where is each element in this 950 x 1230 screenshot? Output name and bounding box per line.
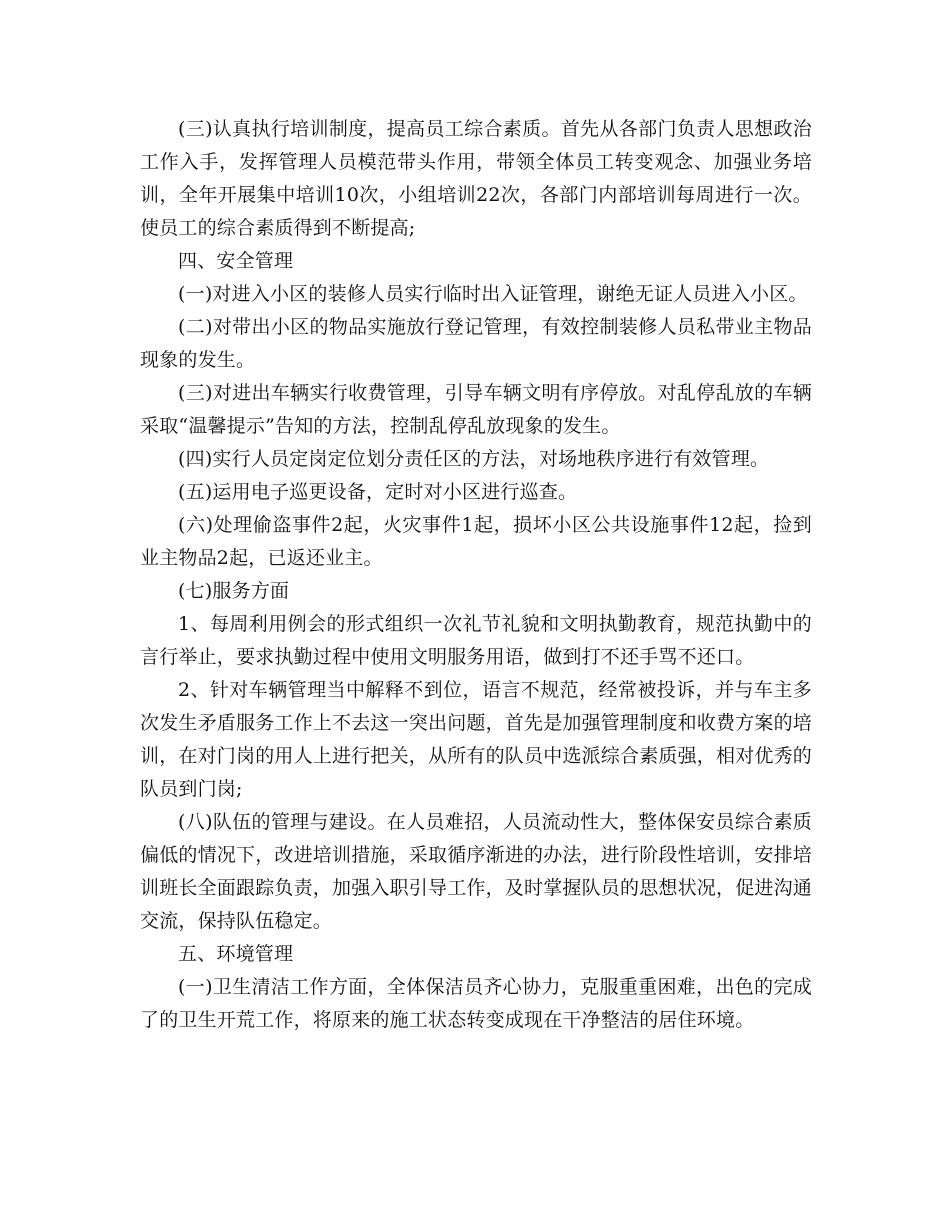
heading-service: (七)服务方面 — [178, 580, 290, 602]
paragraph-safety-2: (二)对带出小区的物品实施放行登记管理，有效控制装修人员私带业主物品现象的发生。 — [140, 316, 812, 371]
paragraph-service-1: 1、每周利用例会的形式组织一次礼节礼貌和文明执勤教育，规范执勤中的言行举止，要求执勤过程中使用文明服务用语，做到打不还手骂不还口。 — [140, 613, 812, 668]
paragraph-safety-6: (六)处理偷盗事件2起，火灾事件1起，损坏小区公共设施事件12起，捡到业主物品2起，已返还业主。 — [140, 514, 812, 569]
paragraph-environment-1: (一)卫生清洁工作方面，全体保洁员齐心协力，克服重重困难，出色的完成了的卫生开荒工作，将原来的施工状态转变成现在干净整洁的居住环境。 — [140, 976, 812, 1031]
paragraph-training: (三)认真执行培训制度，提高员工综合素质。首先从各部门负责人思想政治工作入手，发挥管理人员模范带头作用，带领全体员工转变观念、加强业务培训，全年开展集中培训10次，小组培训22次，各部门内部培训每周进行一次。使员工的综合素质得到不断提高; — [140, 118, 812, 239]
paragraph-safety-4: (四)实行人员定岗定位划分责任区的方法，对场地秩序进行有效管理。 — [178, 448, 770, 470]
paragraph-safety-5: (五)运用电子巡更设备，定时对小区进行巡查。 — [178, 481, 578, 503]
paragraph-service-2: 2、针对车辆管理当中解释不到位，语言不规范，经常被投诉，并与车主多次发生矛盾服务工作上不去这一突出问题，首先是加强管理制度和收费方案的培训，在对门岗的用人上进行把关，从所有的队员中选派综合素质强，相对优秀的队员到门岗; — [140, 679, 813, 800]
heading-environment-management: 五、环境管理 — [178, 943, 294, 965]
paragraph-team-building: (八)队伍的管理与建设。在人员难招，人员流动性大，整体保安员综合素质偏低的情况下，改进培训措施，采取循序渐进的办法，进行阶段性培训，安排培训班长全面跟踪负责，加强入职引导工作，及时掌握队员的思想状况，促进沟通交流，保持队伍稳定。 — [140, 811, 813, 932]
paragraph-safety-1: (一)对进入小区的装修人员实行临时出入证管理，谢绝无证人员进入小区。 — [178, 283, 808, 305]
heading-safety-management: 四、安全管理 — [178, 250, 294, 272]
paragraph-safety-3: (三)对进出车辆实行收费管理，引导车辆文明有序停放。对乱停乱放的车辆采取“温馨提示”告知的方法，控制乱停乱放现象的发生。 — [140, 382, 812, 437]
document-page — [140, 113, 812, 1037]
